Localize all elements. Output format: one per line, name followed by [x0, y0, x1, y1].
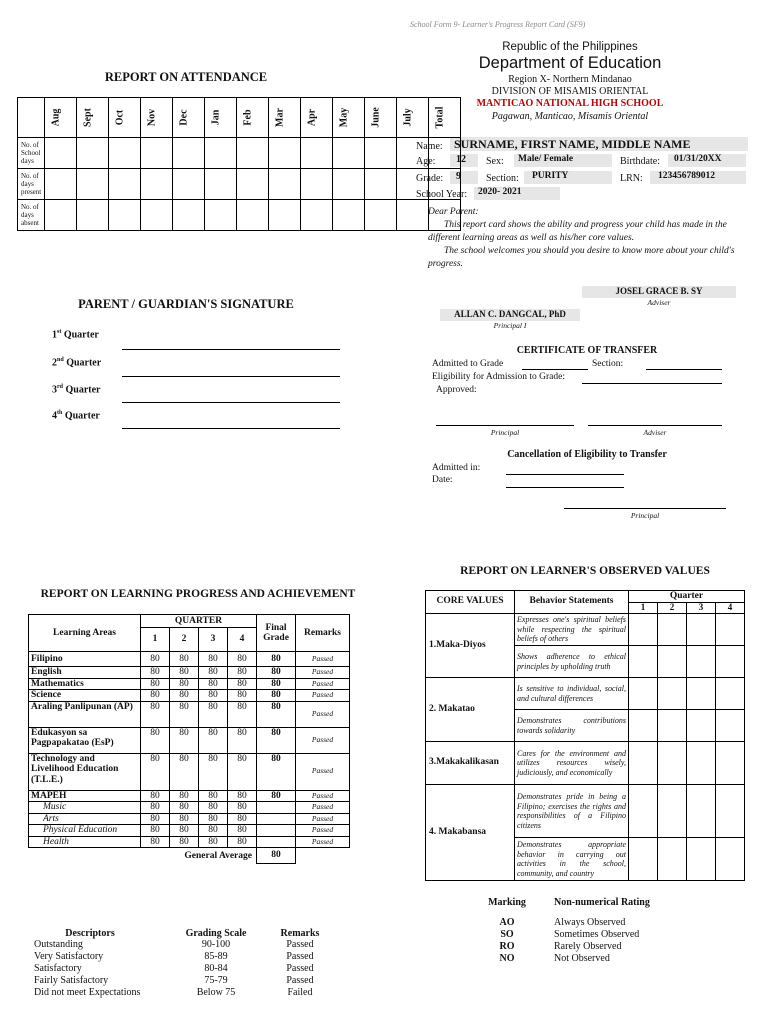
marking-row: [470, 941, 730, 953]
quarter-header: 1: [141, 628, 170, 652]
rating-cell[interactable]: [629, 646, 658, 678]
descriptor-scale: 90-100: [201, 939, 231, 950]
final-grade-cell[interactable]: [257, 813, 296, 825]
rating-cell[interactable]: [629, 742, 658, 785]
grade-cell[interactable]: 80: [199, 701, 228, 727]
marking-code: AO: [499, 917, 515, 928]
grade-cell[interactable]: 80: [141, 802, 170, 814]
rating-cell[interactable]: [687, 742, 716, 785]
learning-table: [28, 614, 350, 864]
letter-paragraph-1: This report card shows the ability and progress your child has made in the different learning areas as well as his/her core values.: [428, 220, 727, 243]
values-table: [425, 590, 745, 881]
transfer-admitted-line[interactable]: [522, 369, 588, 370]
grade-cell[interactable]: 80: [141, 690, 170, 702]
rating-cell[interactable]: [716, 646, 745, 678]
marking-code: NO: [499, 953, 515, 964]
rating-cell[interactable]: [629, 785, 658, 838]
core-value-name: 4. Makabansa: [426, 785, 515, 881]
final-grade-cell[interactable]: 80: [257, 753, 296, 790]
descriptor-label: Satisfactory: [34, 963, 82, 974]
quarter-2-signature-line[interactable]: [122, 376, 340, 377]
descriptor-label: Did not meet Expectations: [34, 987, 141, 998]
quarter-1-signature-line[interactable]: [122, 349, 340, 350]
final-grade-cell[interactable]: 80: [257, 727, 296, 753]
rating-cell[interactable]: [716, 614, 745, 646]
name-label: Name:: [416, 141, 443, 152]
cancellation-admitted-line[interactable]: [506, 474, 624, 475]
form-title: School Form 9- Learner's Progress Report Card (SF9): [410, 20, 586, 29]
behavior-statement: Expresses one's spiritual beliefs while respecting the spiritual beliefs of others: [515, 614, 629, 646]
attendance-corner-cell: [18, 98, 45, 138]
rating-cell[interactable]: [687, 646, 716, 678]
letter-greeting: Dear Parent:: [428, 207, 479, 217]
col-quarter: QUARTER: [141, 615, 257, 628]
marking-rating: Sometimes Observed: [554, 929, 640, 940]
grade-cell[interactable]: 80: [228, 678, 257, 690]
grade-cell[interactable]: 80: [141, 790, 170, 802]
month-header: Jan: [205, 98, 237, 138]
descriptor-label: Outstanding: [34, 939, 83, 950]
behavior-statement: Shows adherence to ethical principles by upholding truth: [515, 646, 629, 678]
lrn-label: LRN:: [620, 173, 643, 184]
values-quarter-header: 1: [629, 603, 658, 614]
behavior-statement: Demonstrates pride in being a Filipino; exercises the rights and responsibilities of a Filipino citizens: [515, 785, 629, 838]
final-grade-cell[interactable]: [257, 836, 296, 848]
grade-cell[interactable]: 80: [228, 813, 257, 825]
rating-cell[interactable]: [629, 838, 658, 881]
school-year-label: School Year:: [416, 189, 468, 200]
transfer-approved-label: Approved:: [436, 385, 477, 395]
subject-row: [29, 790, 350, 802]
rating-cell[interactable]: [658, 614, 687, 646]
grade-cell[interactable]: 80: [170, 802, 199, 814]
transfer-principal-label: Principal: [490, 428, 520, 437]
grade-cell[interactable]: 80: [170, 678, 199, 690]
grade-cell[interactable]: 80: [228, 825, 257, 837]
adviser-name: JOSEL GRACE B. SY: [582, 286, 736, 298]
month-header: June: [365, 98, 397, 138]
grade-cell[interactable]: 80: [228, 701, 257, 727]
birthdate-label: Birthdate:: [620, 156, 660, 167]
transfer-eligibility-label: Eligibility for Admission to Grade:: [432, 372, 565, 382]
rating-cell[interactable]: [658, 838, 687, 881]
values-row: [426, 614, 745, 646]
core-value-name: 1.Maka-Diyos: [426, 614, 515, 678]
grade-cell[interactable]: 80: [228, 802, 257, 814]
rating-cell[interactable]: [658, 742, 687, 785]
col-marking: Marking: [488, 897, 526, 908]
rating-cell[interactable]: [629, 710, 658, 742]
descriptor-remark: Passed: [286, 951, 314, 962]
mapeh-component-name: Physical Education: [29, 825, 141, 837]
descriptor-row: [34, 951, 354, 963]
school-year: 2020- 2021: [474, 187, 560, 200]
grade-cell[interactable]: 80: [141, 753, 170, 790]
values-row: [426, 742, 745, 785]
attendance-row: [18, 138, 461, 169]
grade-cell[interactable]: 80: [141, 667, 170, 679]
descriptor-label: Very Satisfactory: [34, 951, 104, 962]
grade-cell[interactable]: 80: [141, 652, 170, 667]
remarks-cell: Passed: [296, 727, 350, 753]
marking-row: [470, 953, 730, 965]
quarter-3-signature-line[interactable]: [122, 402, 340, 403]
grade-cell[interactable]: 80: [170, 652, 199, 667]
subject-name: English: [29, 667, 141, 679]
col-learning-areas: Learning Areas: [29, 615, 141, 652]
grade-cell[interactable]: 80: [170, 727, 199, 753]
subject-row: [29, 690, 350, 702]
mapeh-row: [29, 836, 350, 848]
school-address: Pagawan, Manticao, Misamis Oriental: [491, 111, 649, 122]
mapeh-component-name: Arts: [29, 813, 141, 825]
mapeh-row: [29, 825, 350, 837]
subject-row: [29, 667, 350, 679]
final-grade-cell[interactable]: 80: [257, 690, 296, 702]
rating-cell[interactable]: [687, 838, 716, 881]
month-header: Feb: [237, 98, 269, 138]
rating-cell[interactable]: [658, 678, 687, 710]
marking-legend: [470, 897, 730, 965]
month-header: Oct: [109, 98, 141, 138]
student-section: PURITY: [524, 171, 612, 184]
remarks-cell: Passed: [296, 690, 350, 702]
values-row: [426, 678, 745, 710]
subject-row: [29, 753, 350, 790]
descriptor-row: [34, 975, 354, 987]
grade-cell[interactable]: 80: [170, 690, 199, 702]
month-header: July: [397, 98, 429, 138]
final-grade-cell[interactable]: [257, 825, 296, 837]
attendance-row-label: No. of days absent: [18, 200, 45, 231]
transfer-section-line[interactable]: [646, 369, 722, 370]
subject-name: Technology and Livelihood Education (T.L.E.): [29, 753, 141, 790]
quarter-1-label: 1st Quarter: [52, 329, 99, 341]
grade-cell[interactable]: 80: [170, 701, 199, 727]
mapeh-row: [29, 813, 350, 825]
rating-cell[interactable]: [687, 678, 716, 710]
month-header: Mar: [269, 98, 301, 138]
grade-cell[interactable]: 80: [170, 753, 199, 790]
grade-cell[interactable]: 80: [141, 836, 170, 848]
subject-row: [29, 727, 350, 753]
descriptor-remark: Passed: [286, 939, 314, 950]
rating-cell[interactable]: [629, 614, 658, 646]
col-descriptor-remarks: Remarks: [280, 928, 320, 939]
rating-cell[interactable]: [716, 838, 745, 881]
descriptor-scale: 85-89: [204, 951, 228, 962]
transfer-section-label: Section:: [592, 359, 624, 369]
subject-row: [29, 701, 350, 727]
age-label: Age:: [416, 156, 436, 167]
behavior-statement: Demonstrates appropriate behavior in carrying out activities in the school, community, and country: [515, 838, 629, 881]
subject-row: [29, 652, 350, 667]
subject-name: Mathematics: [29, 678, 141, 690]
final-grade-cell[interactable]: 80: [257, 652, 296, 667]
grade-cell[interactable]: 80: [199, 678, 228, 690]
student-lrn: 123456789012: [650, 171, 746, 184]
principal-name: ALLAN C. DANGCAL, PhD: [440, 309, 580, 321]
attendance-title: REPORT ON ATTENDANCE: [104, 70, 268, 84]
rating-cell[interactable]: [687, 785, 716, 838]
quarter-4-signature-line[interactable]: [122, 428, 340, 429]
rating-cell[interactable]: [658, 646, 687, 678]
descriptor-remark: Passed: [286, 975, 314, 986]
subject-row: [29, 678, 350, 690]
transfer-title: CERTIFICATE OF TRANSFER: [516, 345, 658, 356]
values-title: REPORT ON LEARNER'S OBSERVED VALUES: [460, 565, 710, 577]
general-average-value[interactable]: 80: [257, 848, 296, 864]
marking-row: [470, 929, 730, 941]
marking-rating: Always Observed: [554, 917, 626, 928]
letter-paragraph-2: The school welcomes you should you desire to know more about your child's progress.: [428, 246, 735, 269]
transfer-adviser-label: Adviser: [643, 428, 667, 437]
grade-cell[interactable]: 80: [170, 825, 199, 837]
cancellation-date-label: Date:: [432, 475, 453, 485]
remarks-cell: Passed: [296, 753, 350, 790]
grade-cell[interactable]: 80: [199, 790, 228, 802]
col-remarks: Remarks: [296, 615, 350, 652]
remarks-cell: Passed: [296, 836, 350, 848]
marking-rating: Not Observed: [554, 953, 610, 964]
grade-cell[interactable]: 80: [228, 690, 257, 702]
grade-cell[interactable]: 80: [199, 813, 228, 825]
month-header: Nov: [141, 98, 173, 138]
rating-cell[interactable]: [687, 710, 716, 742]
remarks-cell: Passed: [296, 667, 350, 679]
values-row: [426, 785, 745, 838]
core-value-name: 2. Makatao: [426, 678, 515, 742]
guardian-title: PARENT / GUARDIAN'S SIGNATURE: [78, 297, 294, 311]
rating-cell[interactable]: [658, 710, 687, 742]
descriptor-scale: 80-84: [204, 963, 228, 974]
col-grading-scale: Grading Scale: [185, 928, 247, 939]
student-birthdate: 01/31/20XX: [668, 154, 746, 167]
mapeh-row: [29, 802, 350, 814]
grade-cell[interactable]: 80: [199, 727, 228, 753]
grade-cell[interactable]: 80: [199, 690, 228, 702]
general-average-label: General Average: [184, 850, 252, 861]
final-grade-cell[interactable]: [257, 802, 296, 814]
grade-cell[interactable]: 80: [199, 802, 228, 814]
department-label: Department of Education: [478, 54, 662, 72]
cancellation-principal-label: Principal: [630, 511, 660, 520]
grade-cell[interactable]: 80: [199, 753, 228, 790]
col-behavior-statements: Behavior Statements: [515, 591, 629, 614]
remarks-cell: Passed: [296, 825, 350, 837]
learning-title: REPORT ON LEARNING PROGRESS AND ACHIEVEMENT: [40, 588, 356, 600]
subject-name: Science: [29, 690, 141, 702]
col-descriptors: Descriptors: [65, 928, 115, 939]
month-header: Total: [429, 98, 461, 138]
subject-name: MAPEH: [29, 790, 141, 802]
cancellation-title: Cancellation of Eligibility to Transfer: [507, 449, 667, 460]
quarter-header: 2: [170, 628, 199, 652]
rating-cell[interactable]: [658, 785, 687, 838]
sex-label: Sex:: [486, 156, 504, 167]
rating-cell[interactable]: [716, 710, 745, 742]
transfer-eligibility-line[interactable]: [582, 383, 722, 384]
quarter-header: 3: [199, 628, 228, 652]
marking-code: SO: [500, 929, 514, 940]
quarter-2-label: 2nd Quarter: [52, 357, 102, 369]
grade-cell[interactable]: 80: [199, 652, 228, 667]
final-grade-cell[interactable]: 80: [257, 667, 296, 679]
rating-cell[interactable]: [716, 785, 745, 838]
rating-cell[interactable]: [716, 742, 745, 785]
month-header: Apr: [301, 98, 333, 138]
descriptor-row: [34, 987, 354, 999]
school-name: MANTICAO NATIONAL HIGH SCHOOL: [476, 98, 664, 109]
remarks-cell: Passed: [296, 701, 350, 727]
rating-cell[interactable]: [629, 678, 658, 710]
grade-cell[interactable]: 80: [228, 667, 257, 679]
rating-cell[interactable]: [716, 678, 745, 710]
descriptor-remark: Passed: [286, 963, 314, 974]
rating-cell[interactable]: [687, 614, 716, 646]
grade-cell[interactable]: 80: [228, 836, 257, 848]
behavior-statement: Demonstrates contributions towards solidarity: [515, 710, 629, 742]
division-label: DIVISION OF MISAMIS ORIENTAL: [491, 86, 649, 97]
final-grade-cell[interactable]: 80: [257, 790, 296, 802]
subject-name: Filipino: [29, 652, 141, 667]
grade-cell[interactable]: 80: [199, 667, 228, 679]
attendance-table: [17, 97, 461, 231]
grade-cell[interactable]: 80: [199, 825, 228, 837]
grade-cell[interactable]: 80: [141, 727, 170, 753]
grade-cell[interactable]: 80: [141, 825, 170, 837]
remarks-cell: Passed: [296, 813, 350, 825]
month-header: May: [333, 98, 365, 138]
section-label: Section:: [486, 173, 519, 184]
grade-cell[interactable]: 80: [170, 836, 199, 848]
remarks-cell: Passed: [296, 678, 350, 690]
grade-cell[interactable]: 80: [170, 790, 199, 802]
transfer-principal-line[interactable]: [436, 425, 574, 426]
remarks-cell: Passed: [296, 652, 350, 667]
grade-cell[interactable]: 80: [141, 701, 170, 727]
month-header: Aug: [45, 98, 77, 138]
grade-cell[interactable]: 80: [228, 727, 257, 753]
transfer-admitted-label: Admitted to Grade: [432, 359, 504, 369]
adviser-title: Adviser: [647, 298, 671, 307]
grade-cell[interactable]: 80: [199, 836, 228, 848]
values-quarter-header: 2: [658, 603, 687, 614]
final-grade-cell[interactable]: 80: [257, 701, 296, 727]
descriptor-scale: 75-79: [204, 975, 228, 986]
values-quarter-header: 4: [716, 603, 745, 614]
remarks-cell: Passed: [296, 802, 350, 814]
attendance-row: [18, 200, 461, 231]
grade-cell[interactable]: 80: [228, 790, 257, 802]
grade-cell[interactable]: 80: [170, 813, 199, 825]
grade-cell[interactable]: 80: [228, 753, 257, 790]
behavior-statement: Is sensitive to individual, social, and cultural differences: [515, 678, 629, 710]
attendance-row-label: No. of days present: [18, 169, 45, 200]
grade-cell[interactable]: 80: [141, 813, 170, 825]
descriptor-row: [34, 939, 354, 951]
marking-code: RO: [499, 941, 515, 952]
cancellation-admitted-label: Admitted in:: [432, 463, 481, 473]
col-values-quarter: Quarter: [629, 591, 745, 603]
col-final-grade: Final Grade: [257, 615, 296, 652]
quarter-3-label: 3rd Quarter: [52, 384, 101, 396]
col-core-values: CORE VALUES: [426, 591, 515, 614]
student-age: 12: [450, 154, 478, 167]
student-name: SURNAME, FIRST NAME, MIDDLE NAME: [450, 137, 748, 151]
month-header: Sept: [77, 98, 109, 138]
transfer-adviser-line[interactable]: [588, 425, 722, 426]
descriptor-label: Fairly Satisfactory: [34, 975, 109, 986]
cancellation-date-line[interactable]: [506, 487, 624, 488]
descriptor-remark: Failed: [287, 987, 313, 998]
final-grade-cell[interactable]: 80: [257, 678, 296, 690]
descriptor-row: [34, 963, 354, 975]
subject-name: Edukasyon sa Pagpapakatao (EsP): [29, 727, 141, 753]
grade-label: Grade:: [416, 173, 444, 184]
student-grade: 9: [450, 171, 478, 184]
month-header: Dec: [173, 98, 205, 138]
marking-rating: Rarely Observed: [554, 941, 622, 952]
descriptor-scale: Below 75: [196, 987, 236, 998]
quarter-header: 4: [228, 628, 257, 652]
student-sex: Male/ Female: [514, 154, 612, 167]
behavior-statement: Cares for the environment and utilizes resources wisely, judiciously, and economically: [515, 742, 629, 785]
descriptors-table: [34, 928, 354, 999]
mapeh-component-name: Music: [29, 802, 141, 814]
marking-row: [470, 917, 730, 929]
values-quarter-header: 3: [687, 603, 716, 614]
quarter-4-label: 4th Quarter: [52, 410, 100, 422]
republic-label: Republic of the Philippines: [502, 41, 638, 53]
core-value-name: 3.Makakalikasan: [426, 742, 515, 785]
remarks-cell: Passed: [296, 790, 350, 802]
principal-title: Principal I: [493, 321, 527, 330]
subject-name: Araling Panlipunan (AP): [29, 701, 141, 727]
mapeh-component-name: Health: [29, 836, 141, 848]
grade-cell[interactable]: 80: [170, 667, 199, 679]
attendance-row: [18, 169, 461, 200]
attendance-row-label: No. of School days: [18, 138, 45, 169]
region-label: Region X- Northern Mindanao: [508, 74, 632, 85]
grade-cell[interactable]: 80: [141, 678, 170, 690]
grade-cell[interactable]: 80: [228, 652, 257, 667]
col-rating: Non-numerical Rating: [554, 897, 650, 908]
cancellation-principal-line[interactable]: [564, 508, 726, 509]
